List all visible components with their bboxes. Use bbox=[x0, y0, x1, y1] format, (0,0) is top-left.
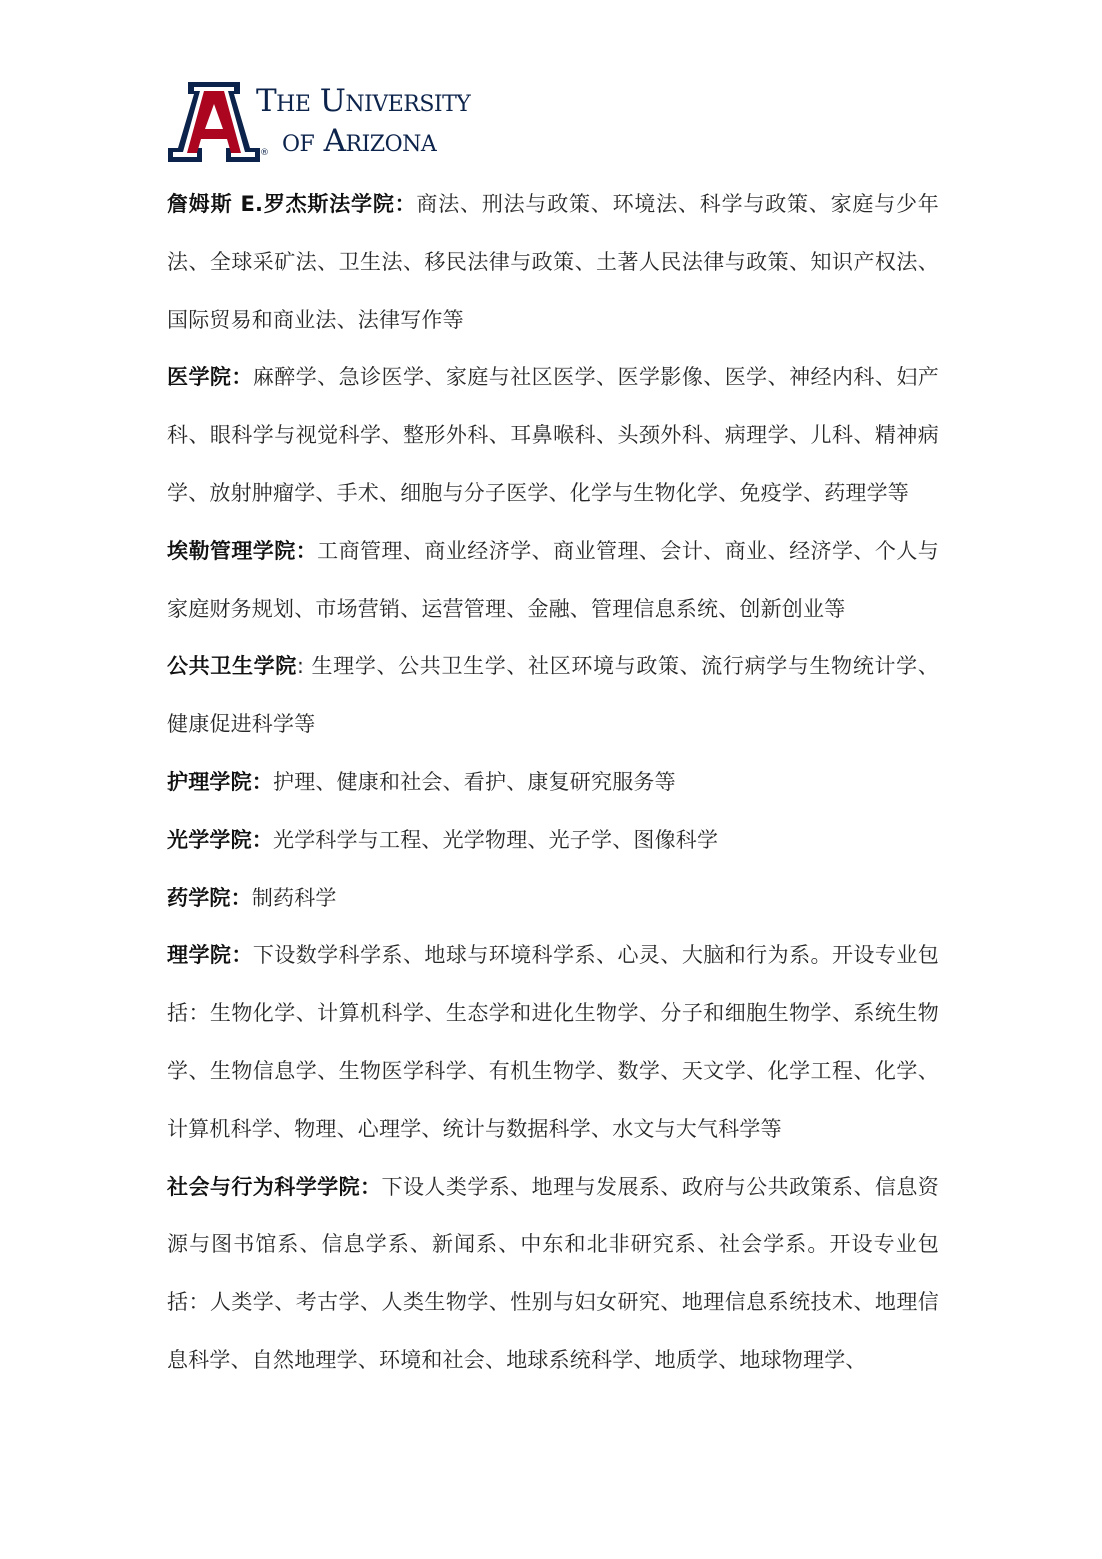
section-management-college bbox=[167, 523, 939, 639]
section-pharmacy-college bbox=[167, 870, 939, 928]
wordmark-line-2: of Arizona bbox=[282, 123, 437, 159]
section-optics-college bbox=[167, 812, 939, 870]
section-heading: 公共卫生学院 bbox=[167, 654, 297, 679]
section-nursing-college bbox=[167, 754, 939, 812]
section-heading: 詹姆斯 E.罗杰斯法学院： bbox=[167, 192, 417, 216]
section-heading: 药学院： bbox=[167, 885, 252, 910]
section-heading: 光学学院： bbox=[167, 827, 273, 852]
section-body: 下设人类学系、地理与发展系、政府与公共政策系、信息资源与图书馆系、信息学系、新闻系、中东和北非研究系、社会学系。开设专业包括：人类学、考古学、人类生物学、性别与妇女研究、地理信息系统技术、地理信息科学、自然地理学、环境和社会、地球系统科学、地质学、地球物理学、 bbox=[167, 1174, 939, 1372]
section-heading: 社会与行为科学学院： bbox=[167, 1174, 382, 1199]
university-wordmark bbox=[256, 82, 528, 164]
section-body: 制药科学 bbox=[251, 885, 337, 910]
section-body: 商法、刑法与政策、环境法、科学与政策、家庭与少年法、全球采矿法、卫生法、移民法律与政策、土著人民法律与政策、知识产权法、国际贸易和商业法、法律写作等 bbox=[167, 192, 939, 332]
section-body: 工商管理、商业经济学、商业管理、会计、商业、经济学、个人与家庭财务规划、市场营销、运营管理、金融、管理信息系统、创新创业等 bbox=[167, 538, 939, 621]
section-law-college bbox=[167, 176, 939, 349]
section-body: 光学科学与工程、光学物理、光子学、图像科学 bbox=[273, 827, 719, 852]
section-public-health-college bbox=[167, 638, 939, 754]
university-logo bbox=[168, 82, 528, 164]
registered-mark: ® bbox=[260, 148, 269, 158]
section-heading: 埃勒管理学院： bbox=[167, 538, 318, 563]
section-body: 护理、健康和社会、看护、康复研究服务等 bbox=[273, 769, 676, 794]
section-body: : 生理学、公共卫生学、社区环境与政策、流行病学与生物统计学、健康促进科学等 bbox=[167, 654, 939, 737]
section-science-college bbox=[167, 927, 939, 1158]
section-heading: 护理学院： bbox=[167, 769, 273, 794]
section-body: 麻醉学、急诊医学、家庭与社区医学、医学影像、医学、神经内科、妇产科、眼科学与视觉科学、整形外科、耳鼻喉科、头颈外科、病理学、儿科、精神病学、放射肿瘤学、手术、细胞与分子医学、化学与生物化学、免疫学、药理学等 bbox=[167, 365, 939, 505]
college-list bbox=[167, 176, 939, 1390]
section-medical-college bbox=[167, 349, 939, 522]
section-body: 下设数学科学系、地球与环境科学系、心灵、大脑和行为系。开设专业包括：生物化学、计算机科学、生态学和进化生物学、分子和细胞生物学、系统生物学、生物信息学、生物医学科学、有机生物学、数学、天文学、化学工程、化学、计算机科学、物理、心理学、统计与数据科学、水文与大气科学等 bbox=[167, 943, 939, 1141]
section-heading: 医学院： bbox=[167, 365, 253, 390]
section-social-behavioral-college bbox=[167, 1159, 939, 1390]
block-a-icon bbox=[168, 82, 260, 162]
wordmark-line-1: The University bbox=[256, 83, 471, 119]
section-heading: 理学院： bbox=[167, 943, 253, 968]
